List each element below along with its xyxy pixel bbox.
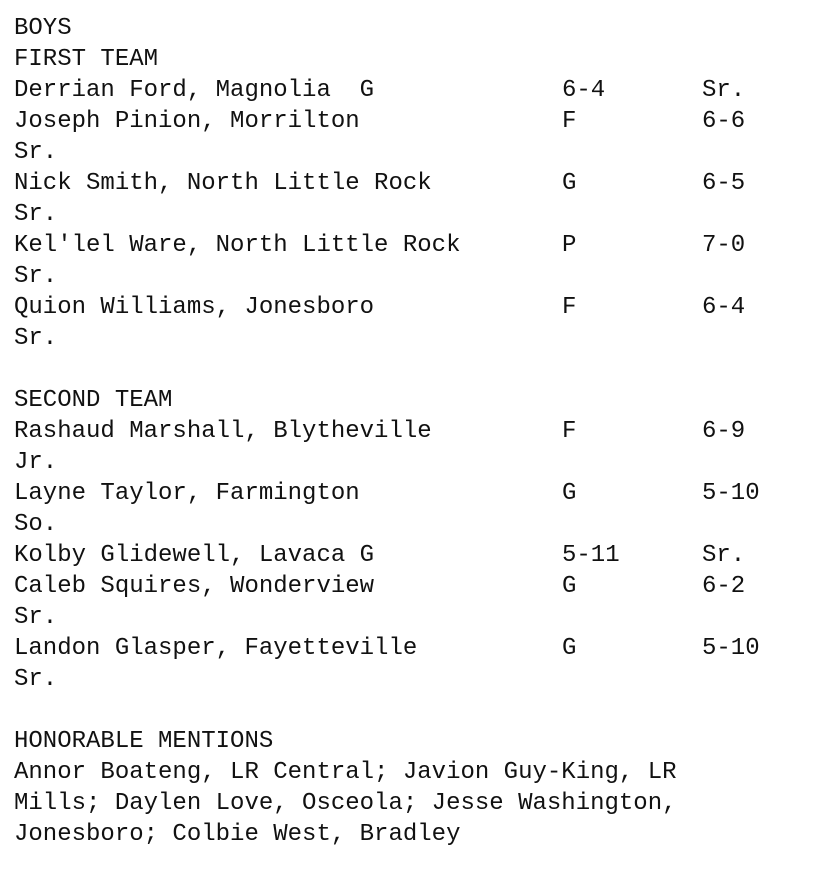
player-name-school: Kolby Glidewell, Lavaca G [14,542,375,569]
player-class-wrapped: Sr. [14,139,58,166]
player-class-wrapped: Sr. [14,263,58,290]
player-col-2: P [562,232,577,259]
heading-first-team: FIRST TEAM [14,46,159,73]
heading-boys: BOYS [14,15,72,42]
honorable-mentions-line: Jonesboro; Colbie West, Bradley [14,821,461,848]
player-wrap-row [14,447,818,478]
player-row [14,633,818,664]
blank-line [14,695,818,726]
player-col-2: G [562,170,577,197]
player-row [14,292,818,323]
player-name-school: Joseph Pinion, Morrilton [14,108,360,135]
player-wrap-row [14,199,818,230]
player-name-school: Caleb Squires, Wonderview [14,573,375,600]
player-col-3: 5-10 [702,635,760,662]
player-wrap-row [14,137,818,168]
player-row [14,416,818,447]
player-wrap-row [14,664,818,695]
player-class-wrapped: Sr. [14,325,58,352]
player-name-school: Quion Williams, Jonesboro [14,294,375,321]
player-name-school: Nick Smith, North Little Rock [14,170,432,197]
player-row [14,106,818,137]
player-row [14,571,818,602]
player-row [14,168,818,199]
player-row [14,478,818,509]
player-col-2: F [562,294,577,321]
player-col-2: 5-11 [562,542,620,569]
player-col-3: Sr. [702,542,746,569]
player-wrap-row [14,509,818,540]
honorable-mentions-line: Annor Boateng, LR Central; Javion Guy-King, LR [14,759,677,786]
player-row [14,75,818,106]
honorable-mentions-line: Mills; Daylen Love, Osceola; Jesse Washington, [14,790,677,817]
player-name-school: Derrian Ford, Magnolia G [14,77,375,104]
player-col-2: F [562,108,577,135]
player-row [14,230,818,261]
player-col-3: 7-0 [702,232,746,259]
player-wrap-row [14,602,818,633]
player-col-2: G [562,573,577,600]
player-col-2: G [562,480,577,507]
player-col-3: 6-9 [702,418,746,445]
heading-honorable-mentions: HONORABLE MENTIONS [14,728,274,755]
player-name-school: Landon Glasper, Fayetteville [14,635,418,662]
player-col-3: 6-2 [702,573,746,600]
player-wrap-row [14,323,818,354]
player-col-3: Sr. [702,77,746,104]
blank-line [14,354,818,385]
player-class-wrapped: Sr. [14,666,58,693]
player-col-2: G [562,635,577,662]
player-wrap-row [14,261,818,292]
player-class-wrapped: Sr. [14,201,58,228]
player-col-3: 6-4 [702,294,746,321]
player-class-wrapped: Sr. [14,604,58,631]
player-col-2: 6-4 [562,77,606,104]
player-col-3: 6-6 [702,108,746,135]
player-row [14,540,818,571]
player-name-school: Rashaud Marshall, Blytheville [14,418,432,445]
heading-second-team: SECOND TEAM [14,387,173,414]
player-name-school: Kel'lel Ware, North Little Rock [14,232,461,259]
player-col-3: 6-5 [702,170,746,197]
player-col-2: F [562,418,577,445]
player-class-wrapped: So. [14,511,58,538]
player-name-school: Layne Taylor, Farmington [14,480,360,507]
player-col-3: 5-10 [702,480,760,507]
player-class-wrapped: Jr. [14,449,58,476]
